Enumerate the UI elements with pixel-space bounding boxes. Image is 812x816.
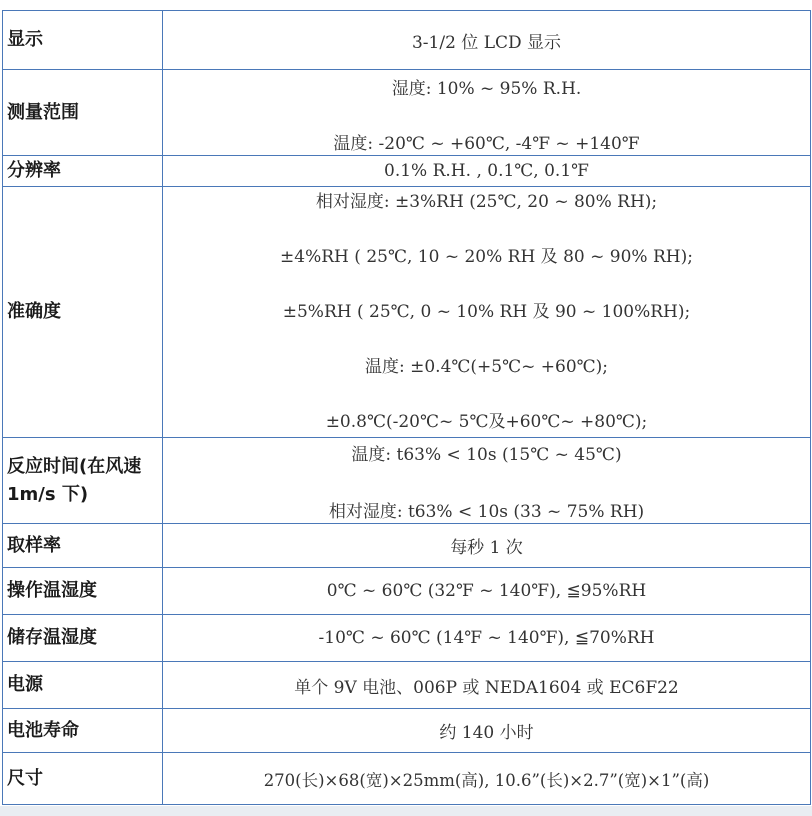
row-value (163, 70, 811, 156)
value-line: 270(长)×68(宽)×25mm(高), 10.6”(长)×2.7”(宽)×1”(高) (263, 770, 710, 790)
value-line: 湿度: 10% ~ 95% R.H. (391, 78, 582, 99)
row-label: 电源 (3, 662, 163, 709)
row-value (163, 753, 811, 805)
row-label: 显示 (3, 11, 163, 70)
row-value (163, 709, 811, 753)
table-row (3, 524, 811, 568)
value-line: 0.1% R.H. , 0.1℃, 0.1℉ (384, 161, 589, 181)
row-label: 测量范围 (3, 70, 163, 156)
value-line: 相对湿度: ±3%RH (25℃, 20 ~ 80% RH); (315, 192, 658, 212)
value-line: 温度: -20℃ ~ +60℃, -4℉ ~ +140℉ (333, 133, 640, 154)
row-value (163, 662, 811, 709)
value-line: 单个 9V 电池、006P 或 NEDA1604 或 EC6F22 (294, 677, 679, 698)
value-line: -10℃ ~ 60℃ (14℉ ~ 140℉), ≦70%RH (318, 628, 655, 648)
value-line: 0℃ ~ 60℃ (32℉ ~ 140℉), ≦95%RH (326, 581, 647, 601)
row-label: 储存温湿度 (3, 615, 163, 662)
row-value (163, 156, 811, 187)
table-row (3, 568, 811, 615)
value-line: ±4%RH ( 25℃, 10 ~ 20% RH 及 80 ~ 90% RH); (280, 247, 693, 267)
table-row (3, 662, 811, 709)
table-row (3, 438, 811, 524)
row-value (163, 438, 811, 524)
table-row (3, 156, 811, 187)
table-row (3, 709, 811, 753)
value-line: ±0.8℃(-20℃~ 5℃及+60℃~ +80℃); (325, 412, 648, 432)
value-line: 温度: ±0.4℃(+5℃~ +60℃); (364, 357, 609, 377)
row-label: 尺寸 (3, 753, 163, 805)
table-row (3, 11, 811, 70)
value-line: ±5%RH ( 25℃, 0 ~ 10% RH 及 90 ~ 100%RH); (282, 302, 691, 322)
value-line: 约 140 小时 (439, 723, 534, 743)
value-line: 相对湿度: t63% < 10s (33 ~ 75% RH) (328, 501, 645, 522)
table-row (3, 615, 811, 662)
row-label: 分辨率 (3, 156, 163, 187)
row-value (163, 187, 811, 438)
row-value (163, 11, 811, 70)
table-row (3, 187, 811, 438)
row-value (163, 568, 811, 615)
value-line: 3-1/2 位 LCD 显示 (411, 32, 562, 53)
row-label: 电池寿命 (3, 709, 163, 753)
spec-table (2, 10, 811, 805)
row-value (163, 524, 811, 568)
table-row (3, 70, 811, 156)
row-label: 准确度 (3, 187, 163, 438)
row-label: 取样率 (3, 524, 163, 568)
value-line: 每秒 1 次 (450, 538, 523, 558)
row-label: 操作温湿度 (3, 568, 163, 615)
table-row (3, 753, 811, 805)
page-bottom-strip (0, 806, 812, 816)
row-value (163, 615, 811, 662)
value-line: 温度: t63% < 10s (15℃ ~ 45℃) (351, 444, 622, 465)
row-label: 反应时间(在风速 1m/s 下) (3, 438, 163, 524)
